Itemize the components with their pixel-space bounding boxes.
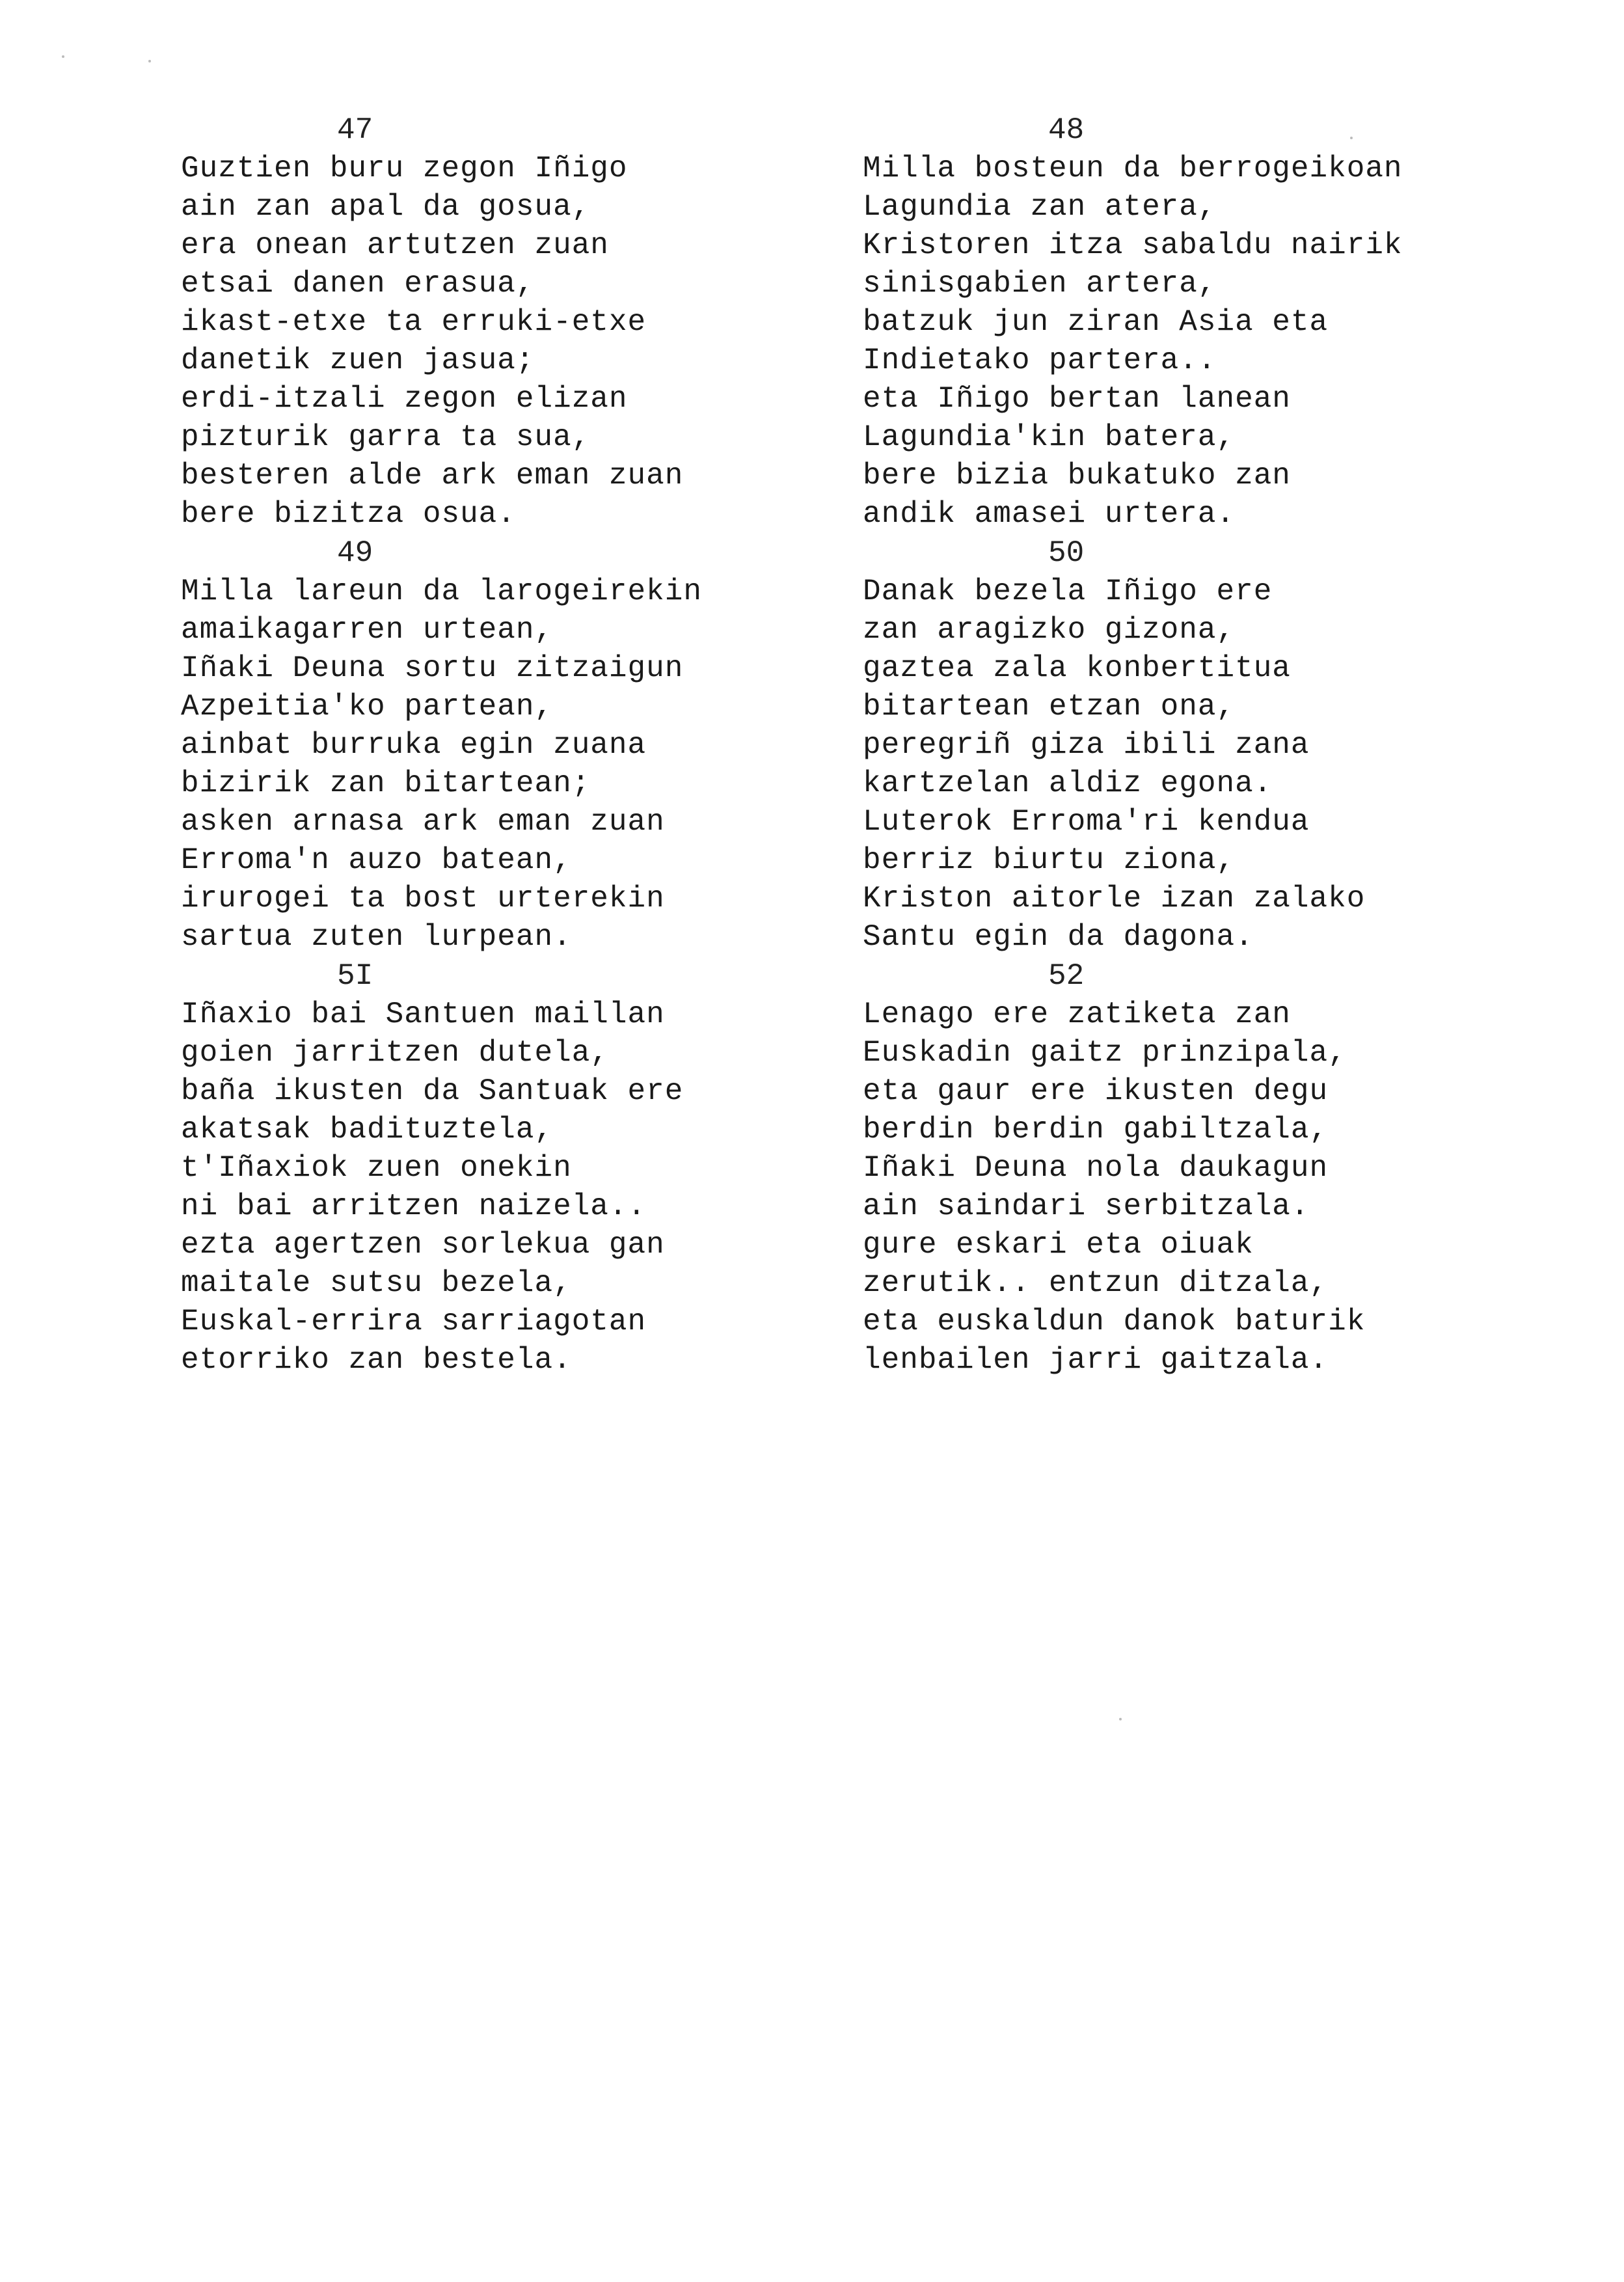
verse-line: lenbailen jarri gaitzala. (863, 1343, 1329, 1377)
stanza-number: 49 (337, 536, 373, 570)
verse-line: amaikagarren urtean, (181, 613, 554, 647)
verse-line: ainbat burruka egin zuana (181, 728, 647, 762)
verse-line: batzuk jun ziran Asia eta (863, 305, 1329, 339)
verse-line: kartzelan aldiz egona. (863, 767, 1273, 800)
verse-line: pizturik garra ta sua, (181, 420, 591, 454)
scan-speck (1350, 137, 1353, 139)
verse-line: Azpeitia'ko partean, (181, 690, 554, 724)
verse-line: berdin berdin gabiltzala, (863, 1113, 1329, 1147)
verse-line: Iñaki Deuna nola daukagun (863, 1151, 1329, 1185)
verse-line: Euskal-errira sarriagotan (181, 1305, 647, 1338)
verse-line: eta euskaldun danok baturik (863, 1305, 1366, 1338)
verse-line: ain zan apal da gosua, (181, 190, 591, 224)
verse-line: bere bizitza osua. (181, 497, 516, 531)
verse-line: etsai danen erasua, (181, 267, 535, 301)
stanza-49 (181, 534, 864, 957)
verse-line: Indietako partera.. (863, 344, 1217, 377)
stanza-52 (863, 957, 1546, 1379)
verse-line: Santu egin da dagona. (863, 920, 1254, 954)
verse-line: bitartean etzan ona, (863, 690, 1236, 724)
verse-line: etorriko zan bestela. (181, 1343, 572, 1377)
scan-speck (1119, 1718, 1122, 1720)
verse-line: sartua zuten lurpean. (181, 920, 572, 954)
stanza-number: 47 (337, 113, 373, 147)
stanza-number: 50 (1048, 536, 1085, 570)
stanza-50 (863, 534, 1546, 957)
verse-line: maitale sutsu bezela, (181, 1266, 572, 1300)
verse-line: eta Iñigo bertan lanean (863, 382, 1291, 416)
scan-speck (148, 60, 151, 62)
right-column (863, 111, 1546, 1379)
left-column (181, 111, 864, 1379)
verse-line: Iñaki Deuna sortu zitzaigun (181, 651, 684, 685)
stanza-number: 5I (337, 959, 373, 993)
verse-line: bizirik zan bitartean; (181, 767, 591, 800)
verse-line: Milla bosteun da berrogeikoan (863, 152, 1403, 185)
verse-line: akatsak badituztela, (181, 1113, 554, 1147)
verse-line: zan aragizko gizona, (863, 613, 1236, 647)
verse-line: Euskadin gaitz prinzipala, (863, 1036, 1347, 1070)
verse-line: gure eskari eta oiuak (863, 1228, 1254, 1262)
verse-line: zerutik.. entzun ditzala, (863, 1266, 1329, 1300)
verse-line: besteren alde ark eman zuan (181, 459, 684, 493)
verse-line: Luterok Erroma'ri kendua (863, 805, 1310, 839)
verse-line: eta gaur ere ikusten degu (863, 1074, 1329, 1108)
stanza-48 (863, 111, 1546, 534)
verse-line: andik amasei urtera. (863, 497, 1236, 531)
stanza-number: 52 (1048, 959, 1085, 993)
stanza-51 (181, 957, 864, 1379)
scan-speck (62, 55, 64, 58)
verse-line: irurogei ta bost urterekin (181, 882, 665, 916)
verse-line: goien jarritzen dutela, (181, 1036, 609, 1070)
verse-line: Kriston aitorle izan zalako (863, 882, 1366, 916)
verse-line: Erroma'n auzo batean, (181, 843, 572, 877)
verse-line: asken arnasa ark eman zuan (181, 805, 665, 839)
verse-line: sinisgabien artera, (863, 267, 1217, 301)
verse-line: Milla lareun da larogeirekin (181, 575, 702, 608)
verse-line: Guztien buru zegon Iñigo (181, 152, 628, 185)
verse-line: Danak bezela Iñigo ere (863, 575, 1273, 608)
verse-line: danetik zuen jasua; (181, 344, 535, 377)
verse-line: peregriñ giza ibili zana (863, 728, 1310, 762)
verse-line: ni bai arritzen naizela.. (181, 1189, 647, 1223)
verse-line: bere bizia bukatuko zan (863, 459, 1291, 493)
stanza-number: 48 (1048, 113, 1085, 147)
verse-line: Iñaxio bai Santuen maillan (181, 998, 665, 1031)
verse-line: gaztea zala konbertitua (863, 651, 1291, 685)
stanza-47 (181, 111, 864, 534)
verse-line: Kristoren itza sabaldu nairik (863, 228, 1403, 262)
verse-line: Lagundia'kin batera, (863, 420, 1236, 454)
verse-line: ain saindari serbitzala. (863, 1189, 1310, 1223)
verse-line: erdi-itzali zegon elizan (181, 382, 628, 416)
verse-line: berriz biurtu ziona, (863, 843, 1236, 877)
verse-line: baña ikusten da Santuak ere (181, 1074, 684, 1108)
verse-line: Lagundia zan atera, (863, 190, 1217, 224)
verse-line: t'Iñaxiok zuen onekin (181, 1151, 572, 1185)
verse-line: Lenago ere zatiketa zan (863, 998, 1291, 1031)
verse-line: era onean artutzen zuan (181, 228, 609, 262)
verse-line: ikast-etxe ta erruki-etxe (181, 305, 647, 339)
verse-line: ezta agertzen sorlekua gan (181, 1228, 665, 1262)
